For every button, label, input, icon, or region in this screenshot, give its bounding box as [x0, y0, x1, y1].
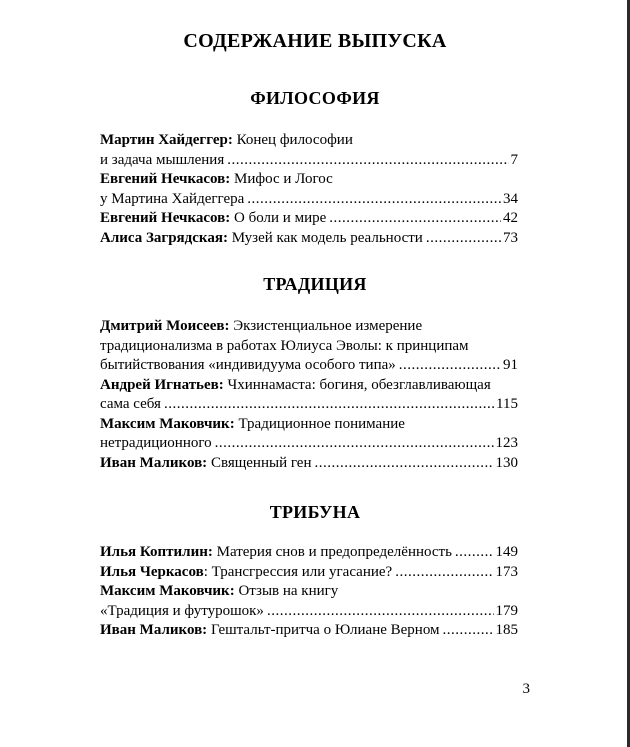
dot-leader — [426, 229, 501, 249]
dot-leader — [395, 563, 493, 583]
section-title-tradition: ТРАДИЦИЯ — [263, 274, 367, 294]
entry-title-line: бытийствования «индивидуума особого типа» — [100, 357, 396, 373]
section-entries-philosophy — [100, 131, 518, 248]
entry-author: Евгений Нечкасов: — [100, 171, 231, 187]
entry-title-line: традиционализма в работах Юлиуса Эволы: к принципам — [100, 337, 469, 354]
toc-entry[interactable] — [100, 621, 518, 641]
dot-leader — [247, 190, 501, 210]
entry-author-separator: : — [203, 563, 208, 580]
entry-author: Илья Коптилин: — [100, 544, 213, 560]
toc-entry[interactable] — [100, 317, 518, 376]
entry-page-number: 42 — [503, 210, 518, 226]
entry-page-number: 73 — [503, 229, 518, 246]
entry-page-number: 173 — [495, 563, 518, 580]
toc-entry[interactable] — [100, 582, 518, 621]
page-title: СОДЕРЖАНИЕ ВЫПУСКА — [183, 30, 447, 52]
entry-title-line: Отзыв на книгу — [238, 583, 339, 599]
entry-title-line: Священный ген — [210, 454, 312, 471]
entry-page-number: 34 — [503, 190, 518, 207]
toc-entry[interactable] — [100, 563, 518, 583]
dot-leader — [267, 602, 494, 622]
toc-entry[interactable] — [100, 454, 518, 474]
entry-title-line: у Мартина Хайдеггера — [100, 190, 245, 207]
entry-title-line: «Традиция и футурошок» — [100, 602, 264, 619]
entry-author: Евгений Нечкасов: — [100, 210, 231, 226]
toc-entry[interactable] — [100, 376, 518, 415]
entry-title-line: Материя снов и предопределённость — [216, 544, 452, 560]
entry-author: Алиса Загрядская: — [100, 229, 228, 246]
entry-author: Иван Маликов: — [100, 622, 208, 638]
entry-page-number: 91 — [503, 357, 518, 373]
section-entries-tribune — [100, 543, 518, 641]
entry-author: Илья Черкасов — [100, 563, 204, 580]
dot-leader — [227, 151, 508, 171]
entry-title-line: Гештальт-притча о Юлиане Верном — [210, 622, 440, 638]
dot-leader — [443, 621, 494, 641]
page-number: 3 — [522, 681, 530, 697]
entry-author: Андрей Игнатьев: — [100, 376, 224, 393]
entry-author: Максим Маковчик: — [100, 415, 235, 432]
entry-author: Мартин Хайдеггер: — [100, 132, 233, 148]
entry-title-line: Трансгрессия или угасание? — [211, 563, 393, 580]
entry-author: Дмитрий Моисеев: — [100, 318, 230, 334]
entry-page-number: 123 — [495, 435, 518, 451]
dot-leader — [215, 434, 494, 454]
section-title-tribune: ТРИБУНА — [269, 502, 361, 522]
toc-entry[interactable] — [100, 209, 518, 229]
entry-page-number: 149 — [495, 544, 518, 560]
entry-title-line: сама себя — [100, 396, 161, 412]
entry-title-line: Мифос и Логос — [234, 171, 333, 187]
entry-title-line: Традиционное понимание — [238, 415, 405, 432]
dot-leader — [399, 356, 501, 376]
toc-entry[interactable] — [100, 229, 518, 249]
entry-page-number: 7 — [510, 151, 518, 168]
entry-author: Иван Маликов: — [100, 454, 208, 471]
toc-entry[interactable] — [100, 131, 518, 170]
entry-title-line: Конец философии — [236, 132, 353, 148]
section-title-philosophy: ФИЛОСОФИЯ — [250, 88, 380, 108]
entry-page-number: 115 — [496, 396, 518, 412]
dot-leader — [329, 209, 501, 229]
entry-author: Максим Маковчик: — [100, 583, 235, 599]
dot-leader — [455, 543, 494, 563]
entry-title-line: Музей как модель реальности — [231, 229, 423, 246]
entry-page-number: 130 — [495, 454, 518, 471]
toc-entry[interactable] — [100, 170, 518, 209]
toc-entry[interactable] — [100, 543, 518, 563]
dot-leader — [164, 395, 494, 415]
toc-entry[interactable] — [100, 415, 518, 454]
entry-title-line: Чхиннамаста: богиня, обезглавливающая — [227, 376, 491, 393]
section-entries-tradition — [100, 317, 518, 473]
entry-title-line: О боли и мире — [234, 210, 327, 226]
entry-title-line: и задача мышления — [100, 151, 225, 168]
entry-title-line: нетрадиционного — [100, 435, 212, 451]
entry-page-number: 185 — [495, 622, 518, 638]
dot-leader — [314, 454, 493, 474]
entry-title-line: Экзистенциальное измерение — [233, 318, 423, 334]
entry-page-number: 179 — [495, 602, 518, 619]
